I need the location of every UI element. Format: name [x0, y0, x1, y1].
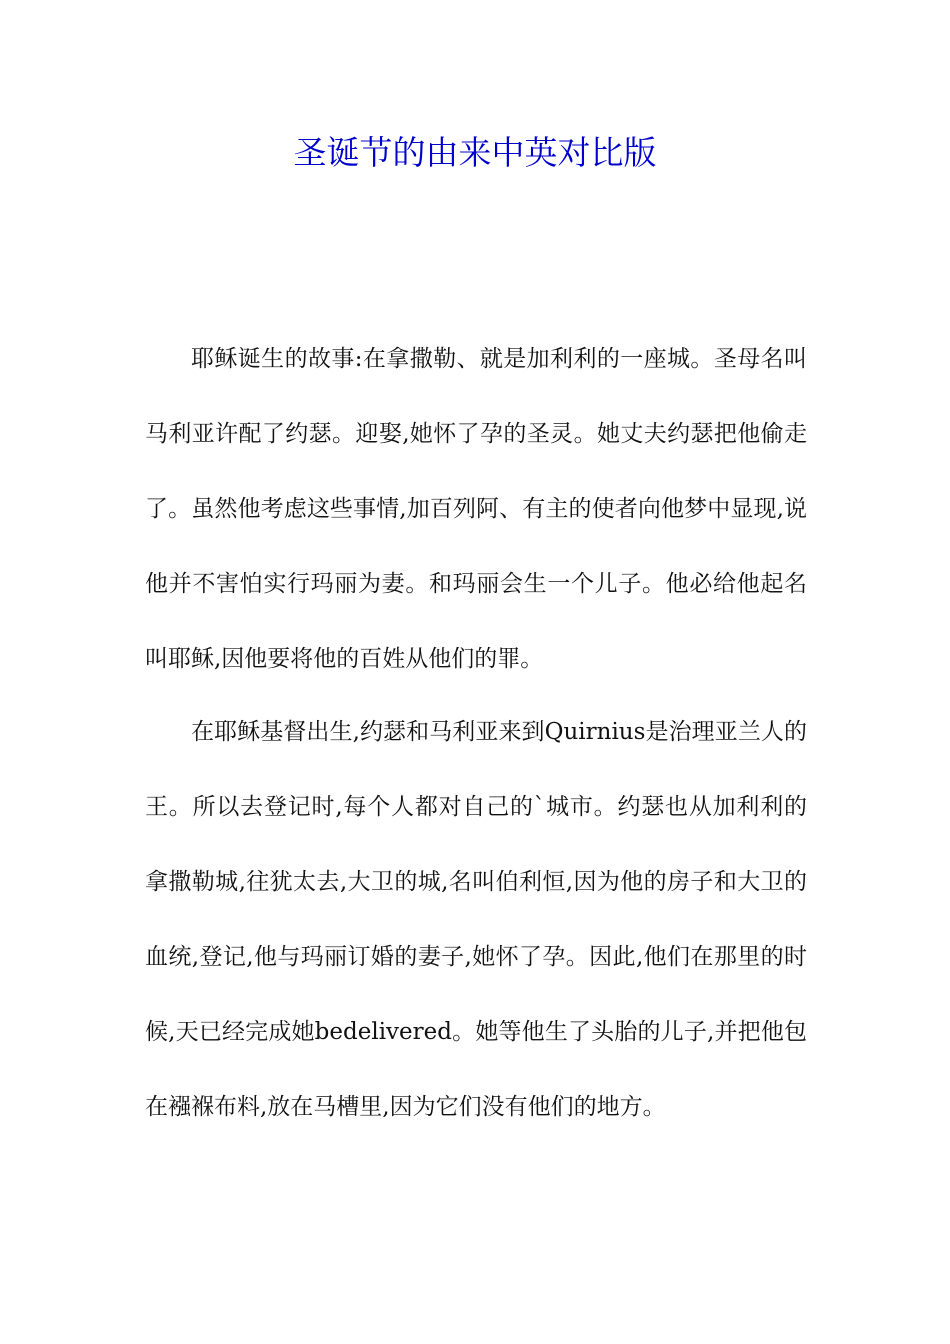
- paragraph-1: 耶稣诞生的故事:在拿撒勒、就是加利利的一座城。圣母名叫马利亚许配了约瑟。迎娶,她怀了孕的圣灵。她丈夫约瑟把他偷走了。虽然他考虑这些事情,加百列阿、有主的使者向他梦中显现,说他并不害怕实行玛丽为妻。和玛丽会生一个儿子。他必给他起名叫耶稣,因他要将他的百姓从他们的罪。: [145, 346, 807, 672]
- document-title: 圣诞节的由来中英对比版: [293, 133, 657, 172]
- paragraph-2: 在耶稣基督出生,约瑟和马利亚来到Quirnius是治理亚兰人的王。所以去登记时,每个人都对自己的`城市。约瑟也从加利利的拿撒勒城,往犹太去,大卫的城,名叫伯利恒,因为他的房子和大卫的血统,登记,他与玛丽订婚的妻子,她怀了孕。因此,他们在那里的时候,天已经完成她bedelivered。她等他生了头胎的儿子,并把他包在襁褓布料,放在马槽里,因为它们没有他们的地方。: [145, 719, 807, 1120]
